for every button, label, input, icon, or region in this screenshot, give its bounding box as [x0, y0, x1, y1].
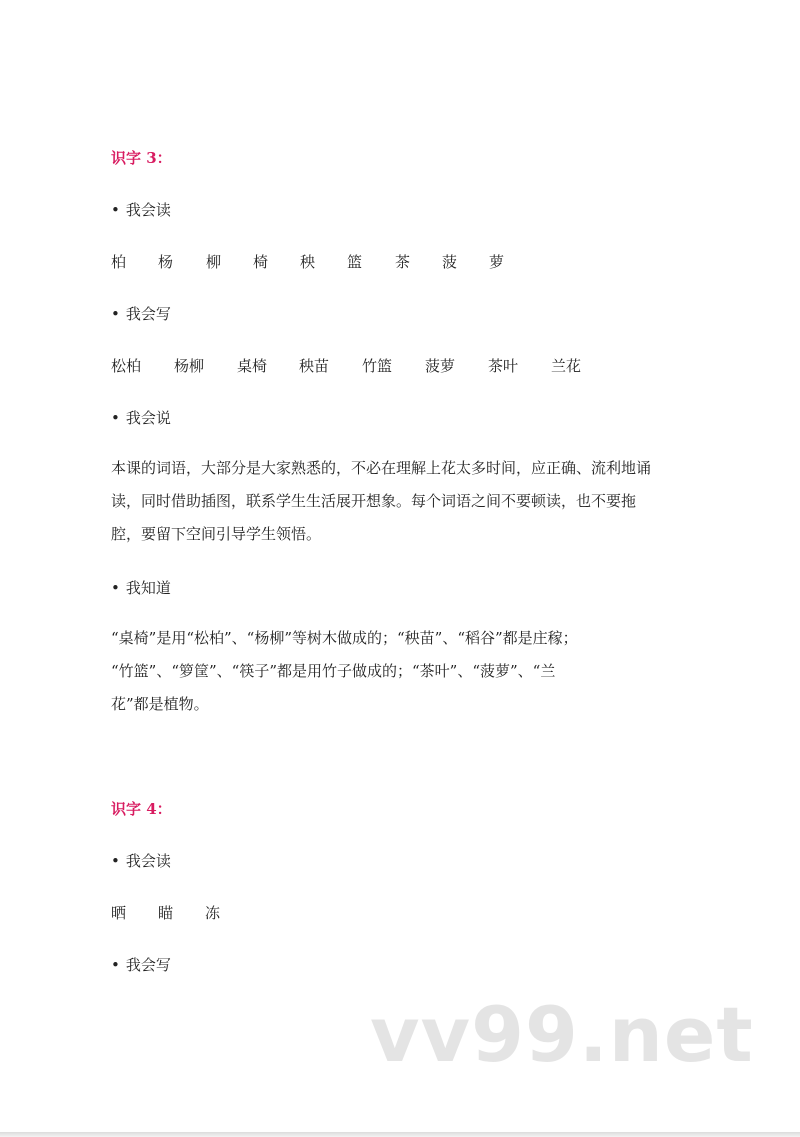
paragraph-line: 读，同时借助插图，联系学生生活展开想象。每个词语之间不要顿读，也不要拖 [111, 492, 637, 510]
read-label-text: 我会读 [125, 852, 171, 870]
read-char: 柏 [111, 253, 127, 271]
paragraph-line: 本课的词语，大部分是大家熟悉的，不必在理解上花太多时间，应正确、流利地诵 [111, 459, 652, 477]
lesson3-say-paragraph [111, 452, 671, 551]
paragraph-line: 腔，要留下空间引导学生领悟。 [111, 525, 322, 543]
lesson3-write-label [111, 303, 171, 324]
paragraph-line: “竹篮”、“箩筐”、“筷子”都是用竹子做成的；“茶叶”、“菠萝”、“兰 [111, 662, 556, 680]
bullet-dot: • [111, 956, 120, 974]
lesson3-heading: 识字 3： [111, 149, 172, 167]
write-label-text: 我会写 [125, 956, 171, 974]
lesson3-say-label [111, 407, 171, 428]
lesson4-read-label [111, 850, 171, 871]
lesson4-heading: 识字 4： [111, 800, 172, 818]
write-word: 杨柳 [174, 357, 205, 375]
write-word: 秧苗 [299, 357, 330, 375]
bullet-dot: • [111, 409, 120, 427]
page-bottom-edge [0, 1132, 800, 1137]
lesson3-know-label [111, 577, 171, 598]
know-label-text: 我知道 [125, 579, 171, 597]
write-word: 桌椅 [237, 357, 268, 375]
read-label-text: 我会读 [125, 201, 171, 219]
read-char: 冻 [205, 904, 221, 922]
bullet-dot: • [111, 579, 120, 597]
write-word: 茶叶 [488, 357, 519, 375]
read-char: 晒 [111, 904, 127, 922]
watermark-text: vv99.net [370, 990, 754, 1079]
read-char: 茶 [395, 253, 411, 271]
read-char: 杨 [158, 253, 174, 271]
lesson3-read-label [111, 199, 171, 220]
write-word: 菠萝 [425, 357, 456, 375]
write-word: 竹篮 [362, 357, 393, 375]
bullet-dot: • [111, 852, 120, 870]
read-char: 篮 [347, 253, 363, 271]
paragraph-line: “桌椅”是用“松柏”、“杨柳”等树木做成的；“秧苗”、“稻谷”都是庄稼； [111, 629, 578, 647]
write-word: 兰花 [551, 357, 582, 375]
read-char: 瞄 [158, 904, 174, 922]
say-label-text: 我会说 [125, 409, 171, 427]
lesson3-know-paragraph [111, 622, 671, 721]
paragraph-line: 花”都是植物。 [111, 695, 209, 713]
bullet-dot: • [111, 201, 120, 219]
read-char: 椅 [253, 253, 269, 271]
read-char: 柳 [206, 253, 222, 271]
write-label-text: 我会写 [125, 305, 171, 323]
read-char: 萝 [489, 253, 505, 271]
write-word: 松柏 [111, 357, 142, 375]
lesson4-write-label [111, 954, 171, 975]
read-char: 菠 [442, 253, 458, 271]
bullet-dot: • [111, 305, 120, 323]
read-char: 秧 [300, 253, 316, 271]
